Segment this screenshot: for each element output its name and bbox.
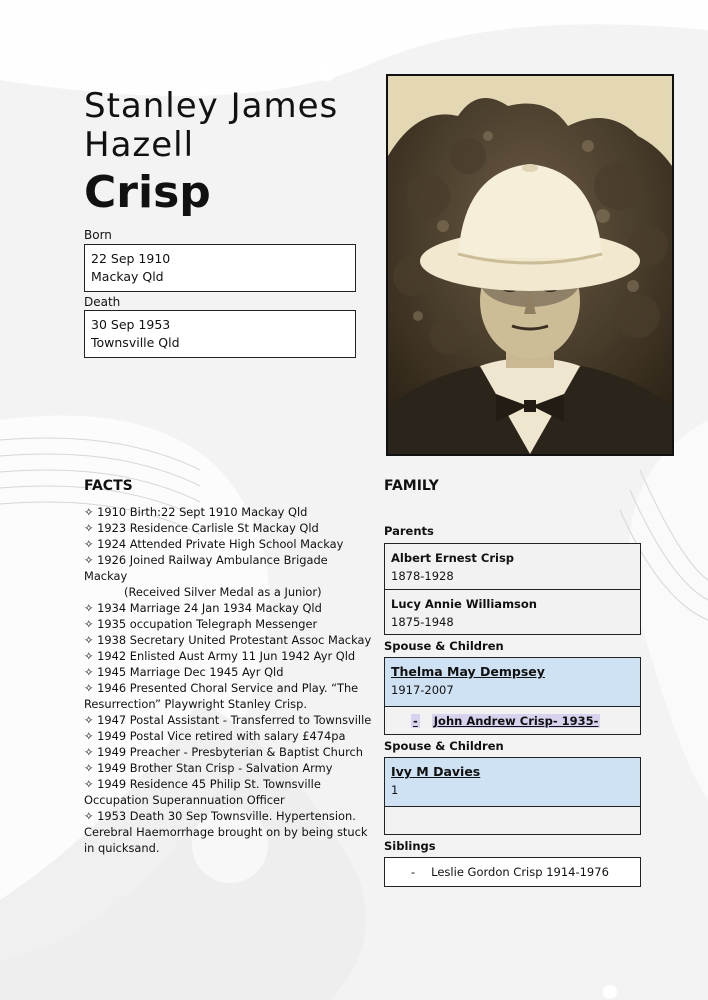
surname: Crisp xyxy=(84,167,211,218)
fact-line: ✧ 1947 Postal Assistant - Transferred to Townsville xyxy=(84,713,372,727)
fact-line: ✧ 1945 Marriage Dec 1945 Ayr Qld xyxy=(84,665,284,679)
fact-line: ✧ 1949 Brother Stan Crisp - Salvation Army xyxy=(84,761,333,775)
spouse-box-1 xyxy=(384,657,641,735)
spouse-years: 1 xyxy=(391,783,399,797)
spouse-name-link[interactable]: Thelma May Dempsey xyxy=(391,664,545,679)
fact-line: ✧ 1949 Preacher - Presbyterian & Baptist Church xyxy=(84,745,364,759)
family-heading: FAMILY xyxy=(384,478,439,494)
spouse-label-2: Spouse & Children xyxy=(384,739,504,753)
child-dash: - xyxy=(413,714,418,728)
fact-line: ✧ 1924 Attended Private High School Mackay xyxy=(84,537,344,551)
parent-name: Albert Ernest Crisp xyxy=(391,551,515,565)
fact-line: ✧ 1938 Secretary United Protestant Assoc Mackay xyxy=(84,633,372,647)
siblings-box xyxy=(384,857,641,887)
portrait-photo xyxy=(386,74,674,456)
parent-father xyxy=(385,544,640,589)
given-names-line2: Hazell xyxy=(84,125,195,165)
fact-line: Mackay xyxy=(84,569,128,583)
spouse-box-2 xyxy=(384,757,641,835)
siblings-label: Siblings xyxy=(384,839,436,853)
sibling-name: Leslie Gordon Crisp 1914-1976 xyxy=(431,865,609,879)
fact-line: ✧ 1953 Death 30 Sep Townsville. Hypertension. xyxy=(84,809,356,823)
fact-line: ✧ 1946 Presented Choral Service and Play. “The xyxy=(84,681,359,695)
parent-years: 1875-1948 xyxy=(391,615,454,629)
born-date: 22 Sep 1910 xyxy=(91,251,171,266)
fact-line: ✧ 1923 Residence Carlisle St Mackay Qld xyxy=(84,521,319,535)
born-label: Born xyxy=(84,228,112,242)
parent-name: Lucy Annie Williamson xyxy=(391,597,537,611)
parent-years: 1878-1928 xyxy=(391,569,454,583)
fact-line: Cerebral Haemorrhage brought on by being stuck xyxy=(84,825,368,839)
fact-line: in quicksand. xyxy=(84,841,160,855)
sibling-row xyxy=(385,858,640,886)
death-box xyxy=(84,310,356,358)
fact-line: ✧ 1910 Birth:22 Sept 1910 Mackay Qld xyxy=(84,505,308,519)
child-row xyxy=(385,706,640,734)
spouse-name-link[interactable]: Ivy M Davies xyxy=(391,764,481,779)
given-names-line1: Stanley James xyxy=(84,86,339,126)
parent-mother xyxy=(385,589,640,634)
fact-line: ✧ 1935 occupation Telegraph Messenger xyxy=(84,617,318,631)
fact-line: ✧ 1949 Postal Vice retired with salary £474pa xyxy=(84,729,346,743)
child-row-empty xyxy=(385,806,640,834)
facts-list xyxy=(84,504,374,856)
parents-box xyxy=(384,543,641,635)
spouse-years: 1917-2007 xyxy=(391,683,454,697)
fact-line: ✧ 1949 Residence 45 Philip St. Townsville xyxy=(84,777,321,791)
facts-heading: FACTS xyxy=(84,478,133,494)
death-label: Death xyxy=(84,295,121,309)
fact-line: (Received Silver Medal as a Junior) xyxy=(124,585,322,599)
portrait-illustration xyxy=(388,76,672,454)
sibling-dash: - xyxy=(411,865,416,879)
born-box xyxy=(84,244,356,292)
spouse-label-1: Spouse & Children xyxy=(384,639,504,653)
death-date: 30 Sep 1953 xyxy=(91,317,171,332)
spouse-2 xyxy=(385,758,640,806)
child-name-link[interactable]: John Andrew Crisp- 1935- xyxy=(433,714,599,728)
death-place: Townsville Qld xyxy=(91,335,180,350)
fact-line: ✧ 1942 Enlisted Aust Army 11 Jun 1942 Ayr Qld xyxy=(84,649,356,663)
fact-line: ✧ 1926 Joined Railway Ambulance Brigade xyxy=(84,553,328,567)
fact-line: ✧ 1934 Marriage 24 Jan 1934 Mackay Qld xyxy=(84,601,322,615)
spouse-1 xyxy=(385,658,640,706)
fact-line: Resurrection” Playwright Stanley Crisp. xyxy=(84,697,307,711)
born-place: Mackay Qld xyxy=(91,269,164,284)
fact-line: Occupation Superannuation Officer xyxy=(84,793,285,807)
parents-label: Parents xyxy=(384,524,434,538)
